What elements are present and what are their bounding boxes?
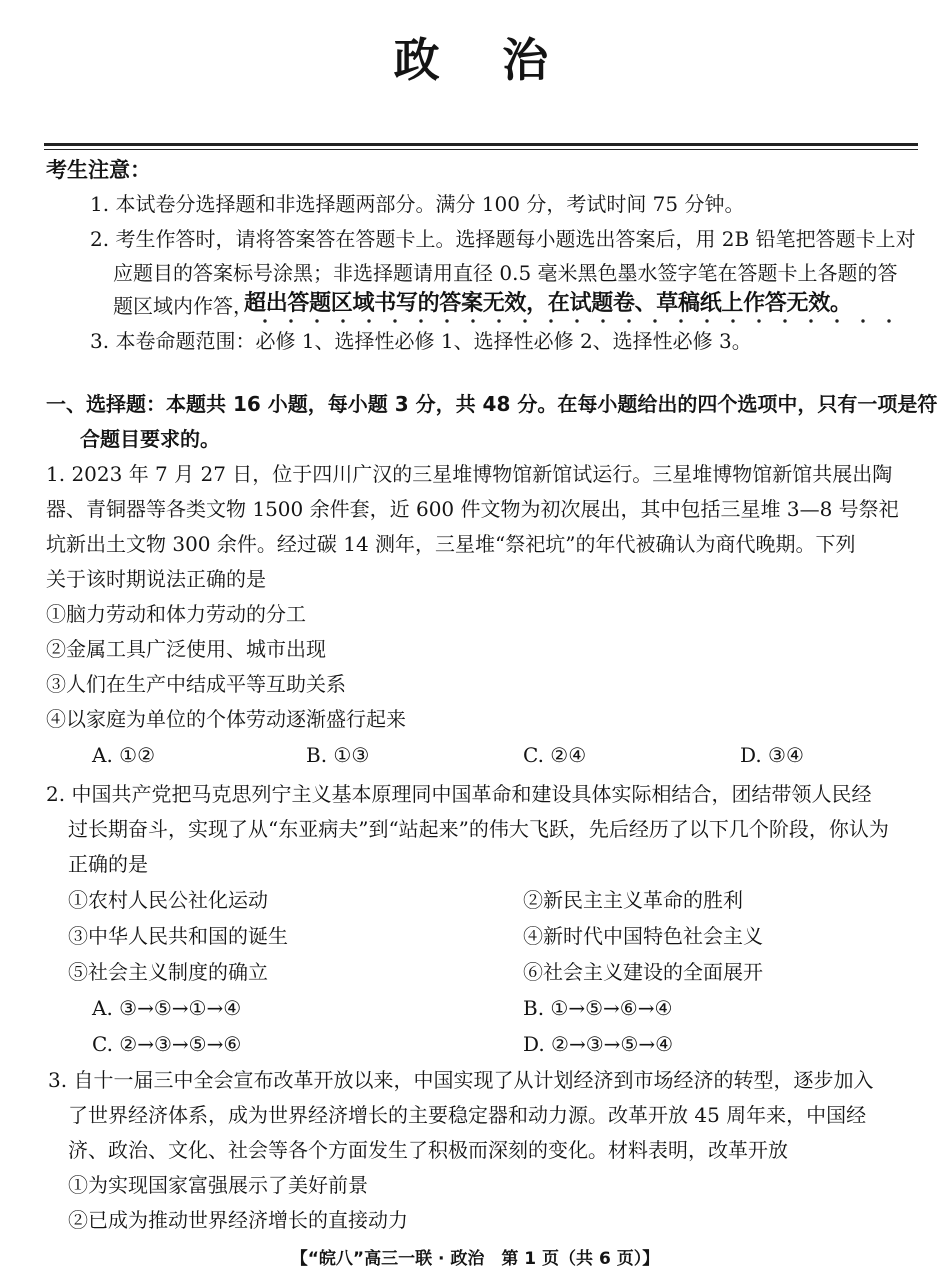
notice-item-2-cont: 应题目的答案标号涂黑；非选择题请用直径 0.5 毫米黑色墨水签字笔在答题卡上各题的答	[113, 261, 898, 285]
q2-line-2: 过长期奋斗，实现了从“东亚病夫”到“站起来”的伟大飞跃，先后经历了以下几个阶段，你认为	[68, 817, 889, 841]
q3-line-1: 3. 自十一届三中全会宣布改革开放以来，中国实现了从计划经济到市场经济的转型，逐步加入	[48, 1068, 874, 1092]
q1-statement-4: ④以家庭为单位的个体劳动逐渐盛行起来	[46, 707, 406, 731]
page-footer: 【“皖八”高三一联 · 政治 第 1 页（共 6 页）】	[290, 1249, 660, 1269]
q2-statement-4: ④新时代中国特色社会主义	[523, 924, 763, 948]
q1-statement-1: ①脑力劳动和体力劳动的分工	[46, 602, 306, 626]
q1-statement-2: ②金属工具广泛使用、城市出现	[46, 637, 326, 661]
q2-option-c: C. ②→③→⑤→⑥	[92, 1032, 242, 1056]
notice-item-2-end: 题区域内作答，	[113, 294, 253, 318]
notice-item-1: 1. 本试卷分选择题和非选择题两部分。满分 100 分，考试时间 75 分钟。	[90, 192, 745, 216]
notice-emphasis: 超出答题区域书写的答案无效，在试题卷、草稿纸上作答无效。	[244, 291, 852, 316]
q3-line-2: 了世界经济体系，成为世界经济增长的主要稳定器和动力源。改革开放 45 周年来，中国经	[68, 1103, 867, 1127]
q1-line-4: 关于该时期说法正确的是	[46, 567, 266, 591]
notice-item-3: 3. 本卷命题范围：必修 1、选择性必修 1、选择性必修 2、选择性必修 3。	[90, 329, 752, 353]
q1-line-3: 坑新出土文物 300 余件。经过碳 14 测年，三星堆“祭祀坑”的年代被确认为商代晚期。下列	[46, 532, 856, 556]
q2-statement-2: ②新民主主义革命的胜利	[523, 888, 743, 912]
header-rule-thick	[44, 143, 918, 146]
q3-statement-1: ①为实现国家富强展示了美好前景	[68, 1173, 368, 1197]
q1-statement-3: ③人们在生产中结成平等互助关系	[46, 672, 346, 696]
q1-option-c: C. ②④	[523, 743, 587, 767]
q3-statement-2: ②已成为推动世界经济增长的直接动力	[68, 1208, 408, 1232]
q1-line-1: 1. 2023 年 7 月 27 日，位于四川广汉的三星堆博物馆新馆试运行。三星堆博物馆新馆共展出陶	[46, 462, 893, 486]
q1-line-2: 器、青铜器等各类文物 1500 余件套，近 600 件文物为初次展出，其中包括三星堆 3—8 号祭祀	[46, 497, 899, 521]
q2-option-a: A. ③→⑤→①→④	[92, 996, 242, 1020]
header-rule-thin	[44, 149, 918, 150]
q2-statement-1: ①农村人民公社化运动	[68, 888, 268, 912]
q2-line-1: 2. 中国共产党把马克思列宁主义基本原理同中国革命和建设具体实际相结合，团结带领人民经	[46, 782, 872, 806]
q1-option-d: D. ③④	[740, 743, 804, 767]
notice-item-2: 2. 考生作答时，请将答案答在答题卡上。选择题每小题选出答案后，用 2B 铅笔把答题卡上对	[90, 227, 916, 251]
q1-option-b: B. ①③	[306, 743, 370, 767]
section-heading-cont: 合题目要求的。	[80, 427, 220, 451]
q2-statement-6: ⑥社会主义建设的全面展开	[523, 960, 763, 984]
q2-line-3: 正确的是	[68, 852, 148, 876]
q2-statement-3: ③中华人民共和国的诞生	[68, 924, 288, 948]
section-heading: 一、选择题：本题共 16 小题，每小题 3 分，共 48 分。在每小题给出的四个选项中，只有一项是符	[46, 392, 938, 416]
q2-option-b: B. ①→⑤→⑥→④	[523, 996, 673, 1020]
q2-statement-5: ⑤社会主义制度的确立	[68, 960, 268, 984]
page-title: 政 治	[393, 33, 557, 87]
q2-option-d: D. ②→③→⑤→④	[523, 1032, 674, 1056]
q3-line-3: 济、政治、文化、社会等各个方面发生了积极而深刻的变化。材料表明，改革开放	[68, 1138, 788, 1162]
notice-heading: 考生注意：	[46, 158, 151, 182]
emphasis-dots	[252, 318, 892, 324]
q1-option-a: A. ①②	[92, 743, 156, 767]
